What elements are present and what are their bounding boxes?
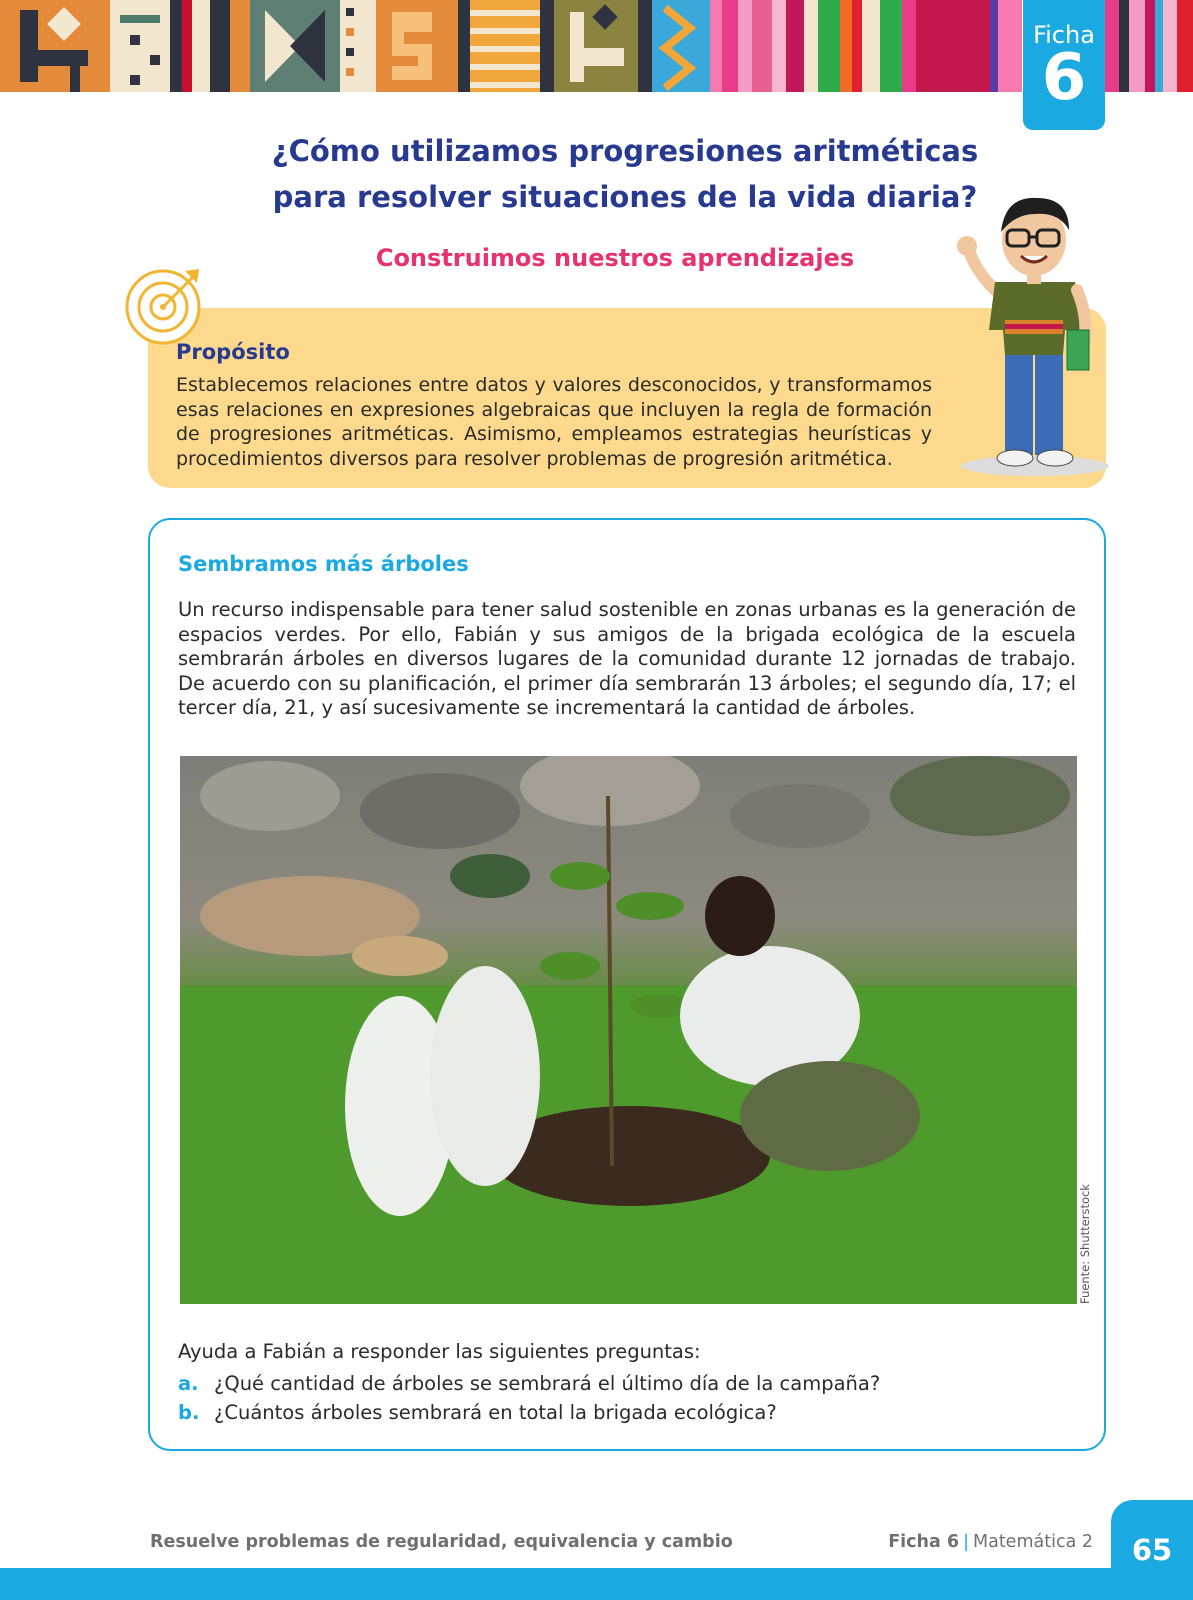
question-item [178,1398,880,1427]
questions-list [178,1369,880,1427]
footer-subject: Matemática 2 [973,1532,1093,1552]
story-title: Sembramos más árboles [178,552,469,576]
textile-pattern-icon [0,0,1193,92]
page-title-line2: para resolver situaciones de la vida diaria? [272,180,978,214]
question-text: ¿Cuántos árboles sembrará en total la brigada ecológica? [214,1401,777,1424]
photo-credit: Fuente: Shutterstock [1078,1184,1092,1304]
ficha-number: 6 [1041,41,1087,115]
page-number: 65 [1111,1500,1193,1600]
textile-banner [0,0,1193,92]
question-letter: a. [178,1372,199,1395]
ficha-label: Ficha [1033,21,1095,49]
section-subtitle: Construimos nuestros aprendizajes [375,244,855,272]
purpose-title: Propósito [176,340,290,364]
bottom-bar [0,1568,1193,1600]
footer-ficha: Ficha 6 [888,1532,960,1552]
page-title-line1: ¿Cómo utilizamos progresiones aritméticas [271,134,979,168]
question-text: ¿Qué cantidad de árboles se sembrará el último día de la campaña? [214,1372,881,1395]
target-icon [125,265,205,345]
footer-separator: | [963,1532,969,1552]
questions-prompt: Ayuda a Fabián a responder las siguientes preguntas: [178,1340,701,1363]
footer-course [888,1532,1093,1552]
story-text: Un recurso indispensable para tener salud sostenible en zonas urbanas es la generación de espacios verdes. Por ello, Fabián y sus amigos de la brigada ecológica de la escuela sembrarán árboles en diversos lugares de la comunidad durante 12 jornadas de trabajo. De acuerdo con su planificación, el primer día sembrarán 13 árboles; el segundo día, 17; el tercer día, 21, y así sucesivamente se incrementará la cantidad de árboles. [178,598,1076,720]
character-illustration [955,190,1110,480]
page-title [200,128,1050,220]
ficha-tab [1023,0,1105,130]
purpose-text: Establecemos relaciones entre datos y valores desconocidos, y transformamos esas relaciones en expresiones algebraicas que incluyen la regla de formación de progresiones aritméticas. Asimismo, empleamos estrategias heurísticas y procedimientos diversos para resolver problemas de progresión aritmética. [176,374,932,470]
footer-competency: Resuelve problemas de regularidad, equivalencia y cambio [150,1532,733,1552]
question-letter: b. [178,1401,200,1424]
question-item [178,1369,880,1398]
tree-planting-photo [180,756,1077,1304]
